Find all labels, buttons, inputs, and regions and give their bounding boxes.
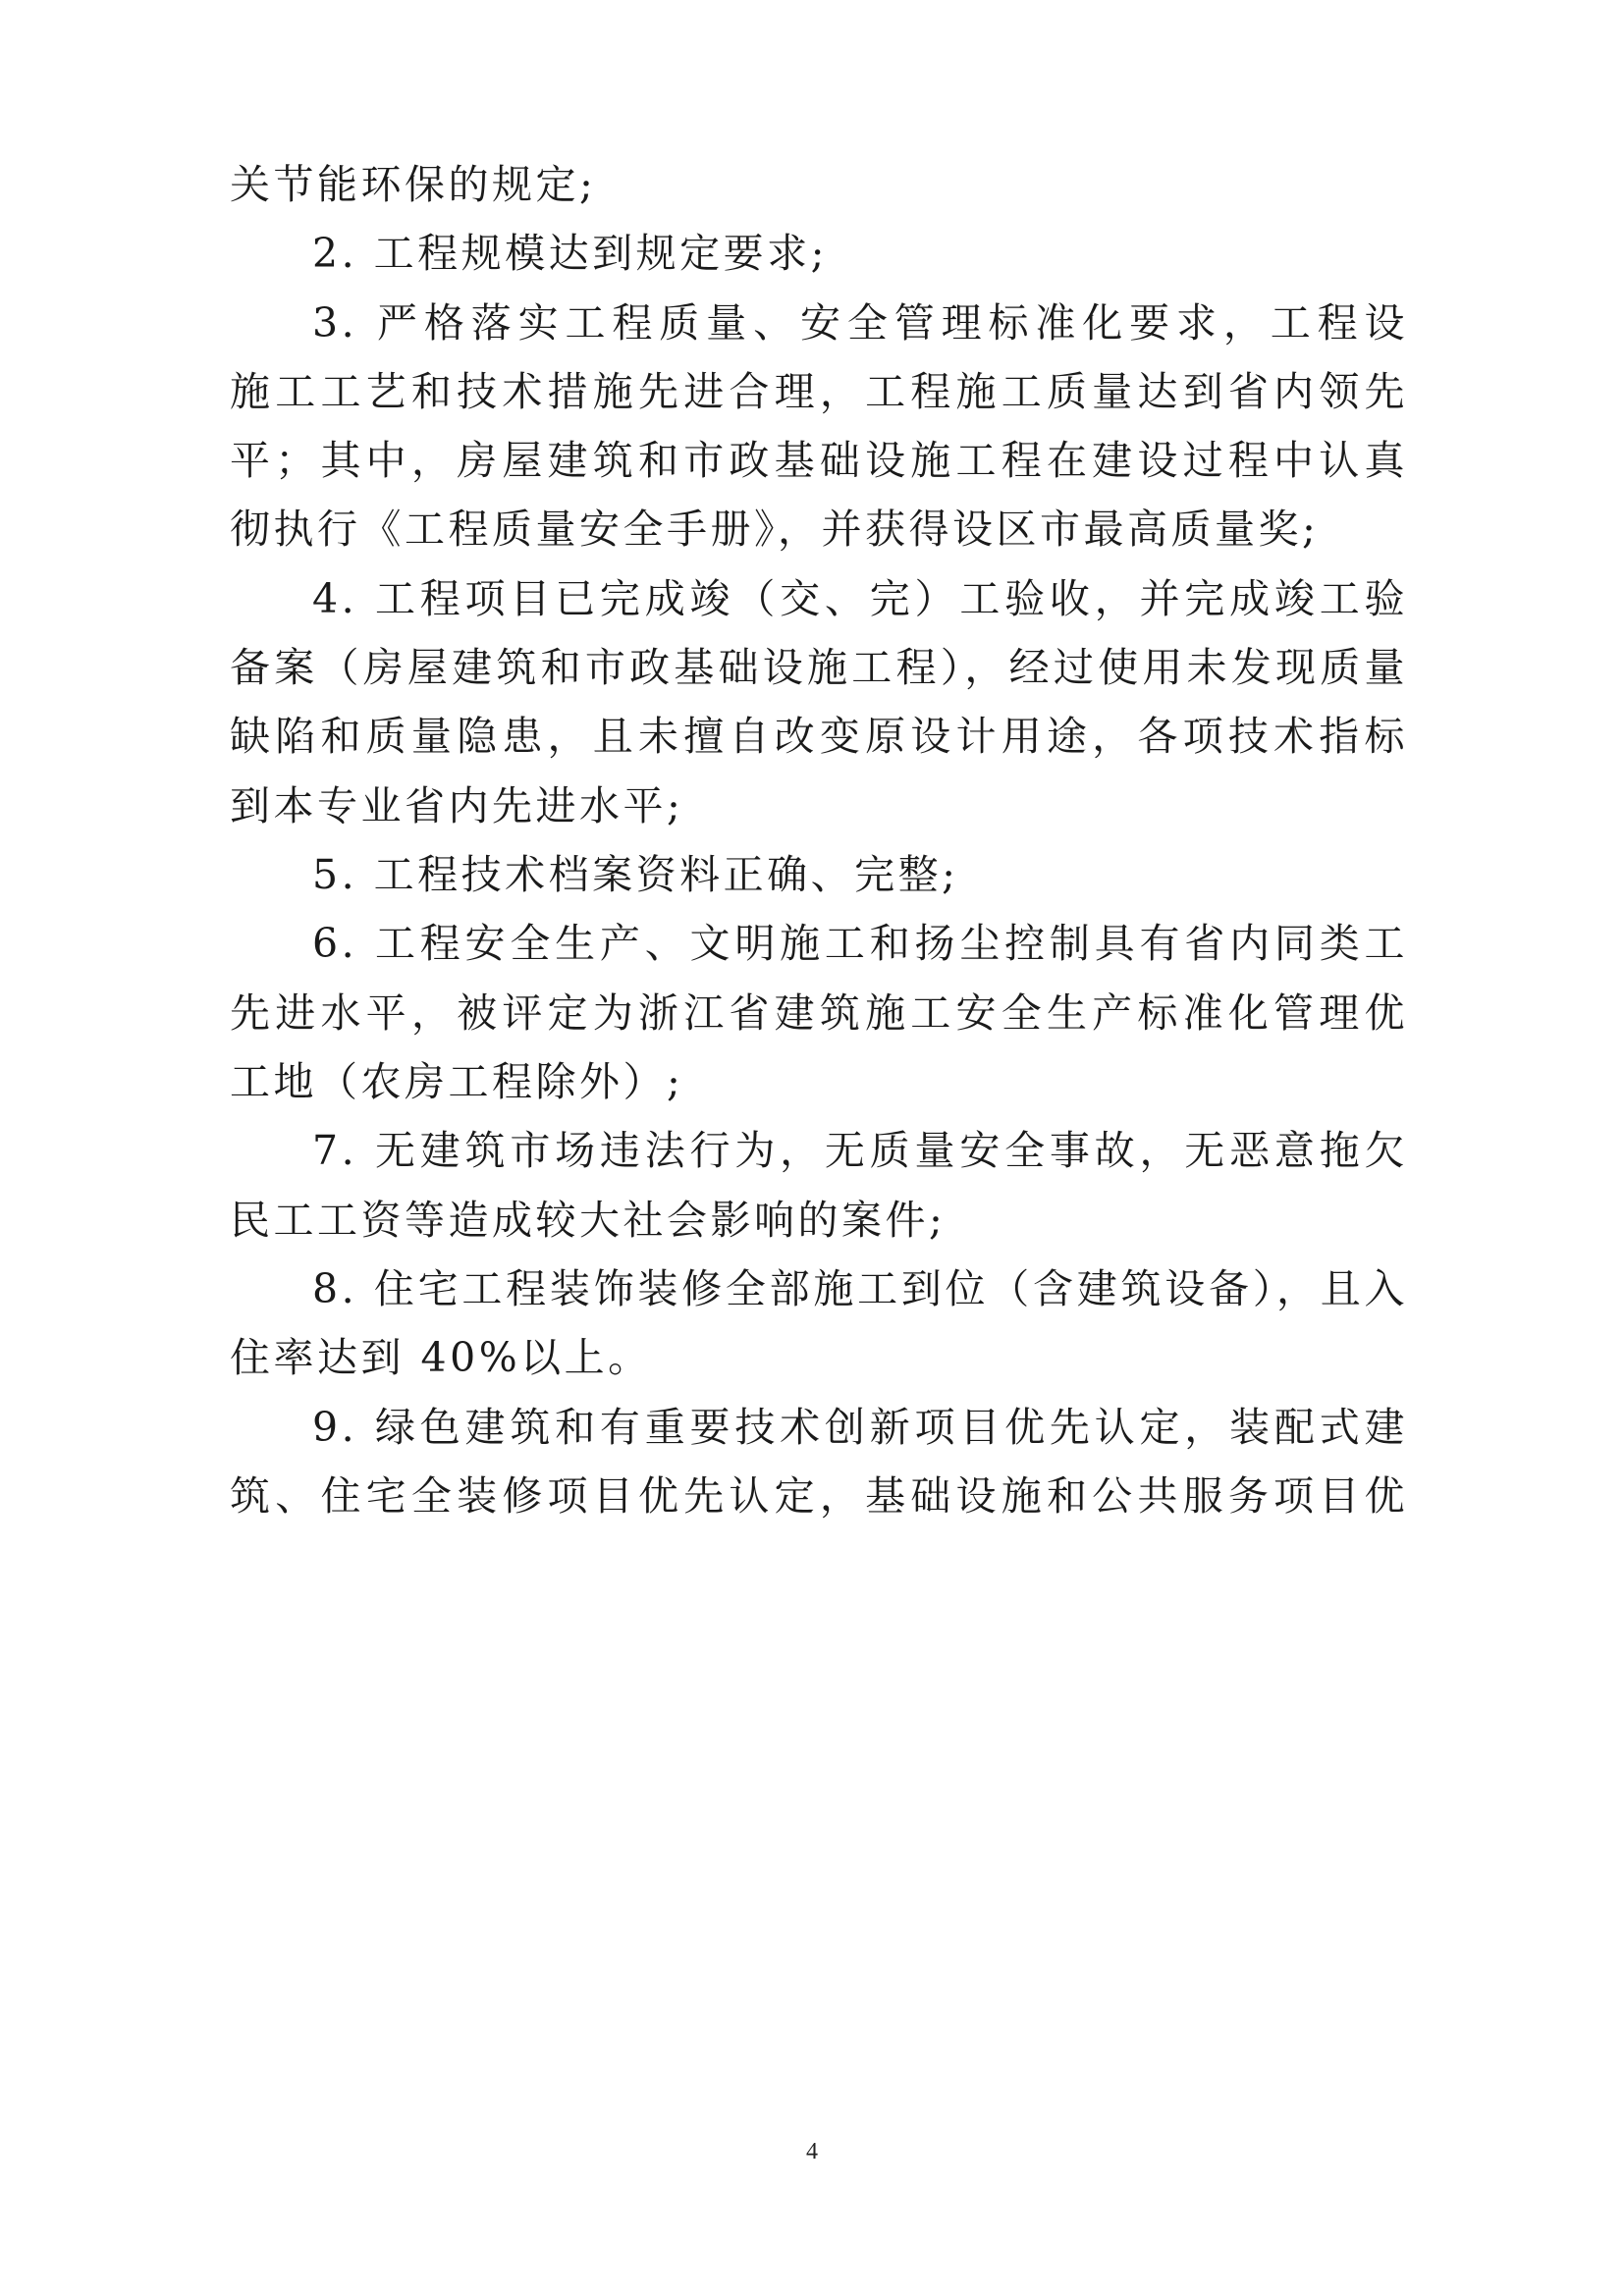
text-line-1: 关节能环保的规定; bbox=[230, 161, 597, 208]
list-item-6: 6. 工程安全生产、文明施工和扬尘控制具有省内同类工 bbox=[312, 920, 1408, 967]
text-line-9: 缺陷和质量隐患，且未擅自改变原设计用途，各项技术指标 bbox=[230, 713, 1408, 760]
text-line-8: 备案（房屋建筑和市政基础设施工程），经过使用未发现质量 bbox=[230, 644, 1408, 691]
text-line-18: 住率达到 40%以上。 bbox=[230, 1334, 652, 1381]
text-line-14: 工地（农房工程除外）; bbox=[230, 1058, 684, 1105]
text-line-5: 平；其中，房屋建筑和市政基础设施工程在建设过程中认真 bbox=[230, 437, 1408, 484]
text-line-4: 施工工艺和技术措施先进合理，工程施工质量达到省内领先 bbox=[230, 368, 1408, 415]
list-item-7: 7. 无建筑市场违法行为，无质量安全事故，无恶意拖欠 bbox=[312, 1127, 1408, 1174]
list-item-3: 3. 严格落实工程质量、安全管理标准化要求，工程设 bbox=[312, 299, 1408, 347]
text-line-13: 先进水平，被评定为浙江省建筑施工安全生产标准化管理优 bbox=[230, 989, 1408, 1037]
list-item-9: 9. 绿色建筑和有重要技术创新项目优先认定，装配式建 bbox=[312, 1404, 1408, 1451]
page-number: 4 bbox=[806, 2139, 818, 2164]
text-line-10: 到本专业省内先进水平; bbox=[230, 782, 684, 829]
text-line-20: 筑、住宅全装修项目优先认定，基础设施和公共服务项目优 bbox=[230, 1472, 1408, 1520]
list-item-8: 8. 住宅工程装饰装修全部施工到位（含建筑设备），且入 bbox=[312, 1265, 1408, 1312]
text-line-6: 彻执行《工程质量安全手册》，并获得设区市最高质量奖; bbox=[230, 506, 1320, 553]
list-item-2: 2. 工程规模达到规定要求; bbox=[312, 230, 828, 277]
text-line-16: 民工工资等造成较大社会影响的案件; bbox=[230, 1197, 947, 1244]
list-item-5: 5. 工程技术档案资料正确、完整; bbox=[312, 851, 959, 898]
list-item-4: 4. 工程项目已完成竣（交、完）工验收，并完成竣工验 bbox=[312, 575, 1408, 622]
